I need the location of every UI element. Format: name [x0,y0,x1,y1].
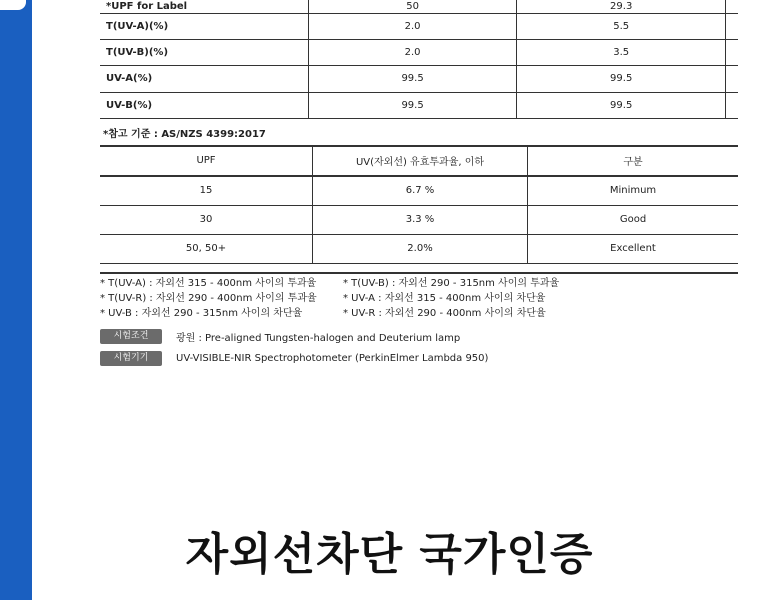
reference-standard-note: *참고 기준 : AS/NZS 4399:2017 [103,128,266,140]
row-value-2: 99.5 [517,66,726,92]
row-label: *UPF for Label [100,0,308,14]
row-value-2: 29.3 [517,0,726,14]
row-label: T(UV-A)(%) [100,14,308,40]
cell-category: Good [528,205,739,234]
table-row [100,66,738,92]
row-empty-cell [726,0,739,14]
row-empty-cell [726,40,739,66]
definition-left: * T(UV-A) : 자외선 315 - 400nm 사이의 투과율 [100,277,317,289]
cell-transmittance: 3.3 % [313,205,528,234]
test-condition-row [100,329,738,344]
accent-bar-notch [0,0,26,10]
cell-category: Excellent [528,234,739,263]
row-empty-cell [726,14,739,40]
row-empty-cell [726,66,739,92]
table-row [100,92,738,118]
test-report-document [100,0,738,366]
table-row [100,40,738,66]
table-row [100,0,738,14]
test-condition-text: 광원 : Pre-aligned Tungsten-halogen and Deuterium lamp [176,332,461,344]
row-label: UV-A(%) [100,66,308,92]
table-row [100,176,738,206]
test-equipment-row [100,351,738,366]
definition-left: * T(UV-R) : 자외선 290 - 400nm 사이의 투과율 [100,292,317,304]
definition-row [100,306,738,321]
uv-spec-table [100,0,738,119]
definition-right: * UV-R : 자외선 290 - 400nm 사이의 차단율 [343,307,546,319]
table-row [100,205,738,234]
row-value-1: 2.0 [308,14,517,40]
definition-right: * T(UV-B) : 자외선 290 - 315nm 사이의 투과율 [343,277,560,289]
test-equipment-badge: 시험기기 [100,351,162,366]
row-label: T(UV-B)(%) [100,40,308,66]
test-equipment-text: UV-VISIBLE-NIR Spectrophotometer (PerkinElmer Lambda 950) [176,352,489,364]
row-value-2: 5.5 [517,14,726,40]
row-value-1: 99.5 [308,92,517,118]
row-value-1: 50 [308,0,517,14]
row-value-1: 99.5 [308,66,517,92]
cell-transmittance: 6.7 % [313,176,528,206]
definition-right: * UV-A : 자외선 315 - 400nm 사이의 차단율 [343,292,546,304]
section-divider [100,272,738,274]
cell-transmittance: 2.0% [313,234,528,263]
accent-sidebar-bar [0,0,32,600]
table-row [100,14,738,40]
cell-upf: 50, 50+ [100,234,313,263]
row-value-2: 3.5 [517,40,726,66]
row-value-2: 99.5 [517,92,726,118]
header-category: 구분 [528,146,739,176]
row-value-1: 2.0 [308,40,517,66]
page-headline: 자외선차단 국가인증 [185,529,594,580]
test-condition-badge: 시험조건 [100,329,162,344]
table-row [100,234,738,263]
row-label: UV-B(%) [100,92,308,118]
cell-upf: 15 [100,176,313,206]
definition-left: * UV-B : 자외선 290 - 315nm 사이의 차단율 [100,307,303,319]
definitions-list [100,276,738,321]
header-upf: UPF [100,146,313,176]
table-header-row [100,146,738,176]
definition-row [100,276,738,291]
row-empty-cell [726,92,739,118]
header-transmittance: UV(자외선) 유효투과율, 이하 [313,146,528,176]
upf-grade-table [100,145,738,264]
cell-upf: 30 [100,205,313,234]
definition-row [100,291,738,306]
cell-category: Minimum [528,176,739,206]
